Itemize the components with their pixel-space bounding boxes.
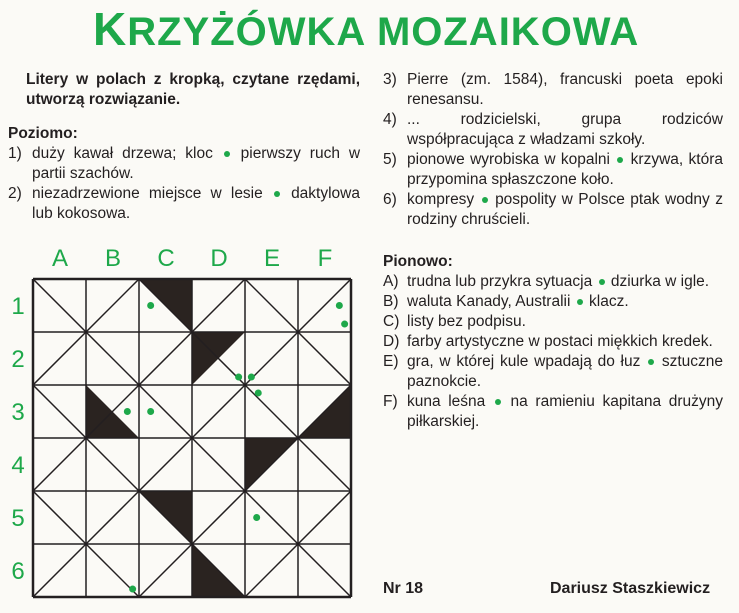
clue-part-1: niezadrzewione miejsce w lesie bbox=[32, 185, 263, 202]
column-label: D bbox=[210, 245, 228, 272]
clue-text bbox=[407, 332, 723, 352]
row-label: 2 bbox=[11, 346, 25, 373]
poziomo-clues-right bbox=[383, 70, 723, 230]
cell-diagonal bbox=[192, 438, 245, 491]
clue-part-1: farby artystyczne w postaci miękkich kredek. bbox=[407, 333, 713, 350]
solution-dot bbox=[341, 321, 348, 328]
clue-text bbox=[407, 392, 723, 432]
clue-part-1: Pierre (zm. 1584), francuski poeta epoki renesansu. bbox=[407, 71, 723, 108]
clue-number: F) bbox=[383, 393, 398, 410]
separator-dot bbox=[617, 157, 623, 163]
cell-diagonal bbox=[245, 385, 298, 438]
pionowo-clue bbox=[383, 392, 723, 432]
cell-diagonal bbox=[298, 332, 351, 385]
cell-diagonal bbox=[33, 438, 86, 491]
cell-diagonal bbox=[298, 491, 351, 544]
cell-diagonal bbox=[298, 438, 351, 491]
column-label: F bbox=[317, 245, 333, 272]
poziomo-clue bbox=[383, 110, 723, 150]
clue-part-1: waluta Kanady, Australii bbox=[407, 293, 571, 310]
row-label: 6 bbox=[11, 558, 25, 585]
pionowo-clue bbox=[383, 312, 723, 332]
clue-text bbox=[407, 110, 723, 150]
cell-diagonal bbox=[86, 332, 139, 385]
cell-diagonal bbox=[245, 279, 298, 332]
pionowo-clue bbox=[383, 332, 723, 352]
row-label: 5 bbox=[11, 505, 25, 532]
clue-part-2: krzywa, która przypomina spłaszczone koło. bbox=[407, 151, 723, 188]
poziomo-clues-left bbox=[8, 144, 360, 224]
column-label: A bbox=[51, 245, 68, 272]
clue-part-1: gra, w której kule wpadają do łuz bbox=[407, 353, 641, 370]
clue-part-2: pospolity w Polsce ptak wodny z rodziny chruścieli. bbox=[407, 191, 723, 228]
cell-diagonal bbox=[192, 491, 245, 544]
cell-diagonal bbox=[245, 491, 298, 544]
clue-text bbox=[32, 144, 360, 184]
clue-text bbox=[407, 292, 723, 312]
clue-number: E) bbox=[383, 353, 399, 370]
clue-number: 2) bbox=[8, 185, 22, 202]
separator-dot bbox=[599, 279, 605, 285]
cell-diagonal bbox=[33, 544, 86, 597]
intro-text: Litery w polach z kropką, czytane rzędami, utworzą rozwiązanie. bbox=[26, 71, 360, 108]
cell-diagonal bbox=[139, 385, 192, 438]
crossword-grid-area bbox=[0, 245, 370, 613]
clue-part-2: na ramieniu kapitana drużyny piłkarskiej. bbox=[407, 393, 723, 430]
poziomo-heading: Poziomo: bbox=[8, 125, 78, 142]
clue-number: A) bbox=[383, 273, 399, 290]
separator-dot bbox=[648, 359, 654, 365]
column-label: C bbox=[157, 245, 175, 272]
separator-dot bbox=[577, 299, 583, 305]
clue-text bbox=[407, 352, 723, 392]
clue-number: B) bbox=[383, 293, 399, 310]
pionowo-clue bbox=[383, 292, 723, 312]
title-rest: RZYŻÓWKA MOZAIKOWA bbox=[127, 10, 640, 54]
pionowo-clues bbox=[383, 272, 723, 432]
column-label: B bbox=[104, 245, 121, 272]
clue-number: 3) bbox=[383, 71, 397, 88]
clue-part-1: kompresy bbox=[407, 191, 475, 208]
clue-part-1: trudna lub przykra sytuacja bbox=[407, 273, 593, 290]
cell-diagonal bbox=[86, 279, 139, 332]
issue-number: Nr 18 bbox=[383, 580, 424, 597]
clue-text bbox=[407, 312, 723, 332]
column-label: E bbox=[263, 245, 280, 272]
pionowo-heading: Pionowo: bbox=[383, 253, 453, 270]
cell-diagonal bbox=[86, 438, 139, 491]
clue-number: 5) bbox=[383, 151, 397, 168]
clue-number: D) bbox=[383, 333, 400, 350]
clue-part-1: pionowe wyrobiska w kopalni bbox=[407, 151, 610, 168]
row-label: 3 bbox=[11, 399, 25, 426]
clue-text bbox=[407, 150, 723, 190]
separator-dot bbox=[495, 399, 501, 405]
clue-text bbox=[407, 272, 723, 292]
solution-dot bbox=[253, 514, 260, 521]
cell-diagonal bbox=[245, 544, 298, 597]
clue-text bbox=[32, 184, 360, 224]
poziomo-clue bbox=[8, 144, 360, 184]
cell-diagonal bbox=[33, 491, 86, 544]
pionowo-clue bbox=[383, 352, 723, 392]
clue-part-1: kuna leśna bbox=[407, 393, 486, 410]
right-column bbox=[383, 70, 723, 432]
cell-diagonal bbox=[139, 544, 192, 597]
clue-part-2: dziurka w igle. bbox=[610, 273, 710, 290]
cell-diagonal bbox=[139, 438, 192, 491]
clue-part-2: daktylowa lub kokosowa. bbox=[32, 185, 360, 222]
separator-dot bbox=[482, 197, 488, 203]
cell-diagonal bbox=[86, 491, 139, 544]
solution-dot bbox=[255, 389, 262, 396]
solution-dot bbox=[248, 374, 255, 381]
clue-number: C) bbox=[383, 313, 400, 330]
clue-part-2: sztuczne paznokcie. bbox=[407, 353, 724, 390]
title-initial: K bbox=[93, 3, 128, 55]
cell-diagonal bbox=[139, 332, 192, 385]
left-column bbox=[8, 70, 360, 224]
poziomo-clue bbox=[383, 150, 723, 190]
solution-dot bbox=[147, 408, 154, 415]
clue-part-2: klacz. bbox=[589, 293, 629, 310]
cell-diagonal bbox=[192, 279, 245, 332]
row-label: 1 bbox=[11, 293, 25, 320]
separator-dot bbox=[274, 191, 280, 197]
solution-dot bbox=[235, 374, 242, 381]
row-label: 4 bbox=[11, 452, 25, 479]
solution-dot bbox=[336, 302, 343, 309]
poziomo-clue bbox=[383, 70, 723, 110]
clue-text bbox=[407, 70, 723, 110]
solution-dot bbox=[124, 408, 131, 415]
clue-part-1: duży kawał drzewa; kloc bbox=[32, 145, 213, 162]
separator-dot bbox=[224, 151, 230, 157]
cell-diagonal bbox=[192, 385, 245, 438]
clue-number: 4) bbox=[383, 111, 397, 128]
solution-dot bbox=[129, 586, 136, 593]
clue-part-1: listy bez podpisu. bbox=[407, 313, 526, 330]
clue-text bbox=[407, 190, 723, 230]
clue-number: 1) bbox=[8, 145, 22, 162]
cell-diagonal bbox=[33, 332, 86, 385]
cell-diagonal bbox=[33, 385, 86, 438]
poziomo-clue bbox=[8, 184, 360, 224]
author-name: Dariusz Staszkiewicz bbox=[550, 580, 711, 597]
clue-part-2: pierwszy ruch w partii szachów. bbox=[32, 145, 361, 182]
crossword-grid bbox=[0, 245, 370, 613]
cell-diagonal bbox=[33, 279, 86, 332]
cell-diagonal bbox=[298, 544, 351, 597]
clue-number: 6) bbox=[383, 191, 397, 208]
pionowo-clue bbox=[383, 272, 723, 292]
solution-dot bbox=[147, 302, 154, 309]
page-title bbox=[93, 2, 639, 56]
clue-part-1: ... rodzicielski, grupa rodziców współpracująca z władzami szkoły. bbox=[407, 111, 723, 148]
poziomo-clue bbox=[383, 190, 723, 230]
